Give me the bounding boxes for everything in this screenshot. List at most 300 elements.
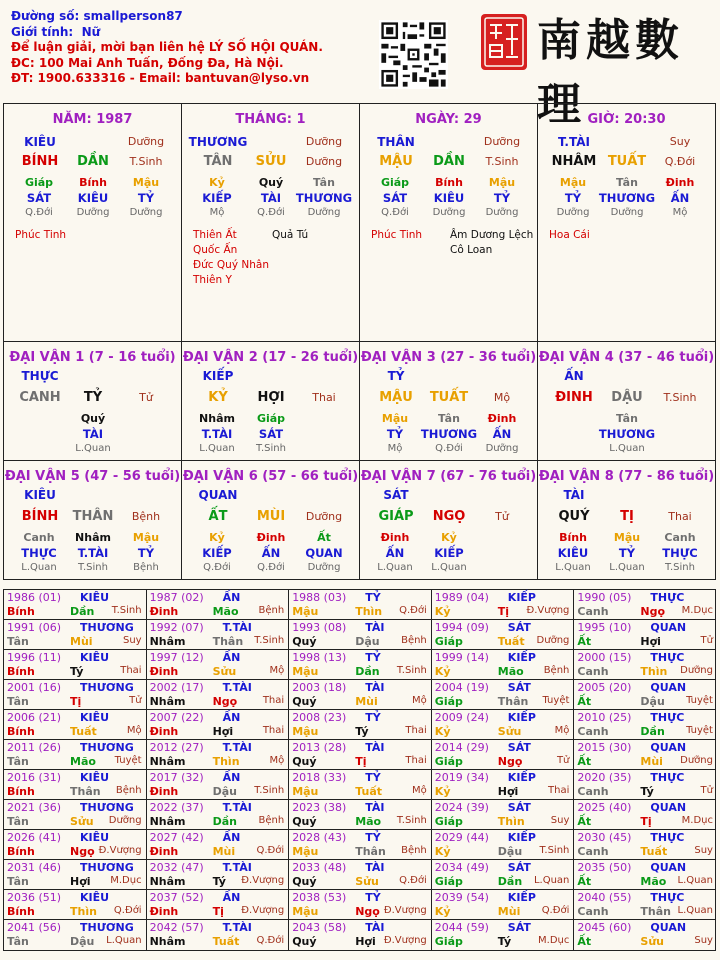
dai-van-title: ĐẠI VẬN 3 (27 - 36 tuổi)	[360, 350, 537, 365]
year-branch: Dậu	[212, 785, 237, 798]
year-label: 2043 (58)	[292, 921, 347, 934]
year-label: 2027 (42)	[149, 831, 204, 844]
hidden-star: KIẾP	[202, 191, 232, 205]
hidden-stem: Giáp	[256, 412, 286, 425]
year-star: ẤN	[222, 831, 241, 844]
shensha-item: Hoa Cái	[549, 229, 590, 241]
year-branch: Thìn	[497, 815, 525, 828]
year-branch: Thìn	[640, 665, 668, 678]
year-stem: Nhâm	[149, 815, 186, 828]
year-branch: Mão	[640, 875, 667, 888]
year-stem: Giáp	[434, 875, 463, 888]
year-cell	[574, 890, 717, 920]
year-state: Q.Đới	[256, 935, 285, 946]
year-star: TỶ	[365, 651, 381, 664]
hidden-state: Mộ	[672, 207, 688, 218]
year-branch: Thìn	[355, 605, 383, 618]
year-state: Suy	[694, 935, 713, 946]
top-star: KIÊU	[24, 488, 56, 502]
year-state: Tuyệt	[686, 695, 713, 706]
year-stem: Tân	[7, 875, 29, 888]
earthly-branch: THÂN	[72, 509, 114, 524]
year-label: 1989 (04)	[434, 591, 489, 604]
year-cell	[432, 770, 575, 800]
year-star: T.TÀI	[222, 741, 252, 754]
hidden-star: THƯƠNG	[598, 427, 656, 441]
year-branch: Ngọ	[70, 845, 95, 858]
year-state: Đ.Vượng	[241, 875, 285, 886]
year-state: Suy	[122, 635, 142, 646]
year-stem: Canh	[577, 665, 609, 678]
year-state: T.Sinh	[539, 845, 570, 856]
year-branch: Mão	[497, 665, 524, 678]
hidden-star: ẤN	[492, 427, 512, 441]
hidden-state: Dưỡng	[485, 443, 519, 454]
year-star: KIÊU	[80, 711, 110, 724]
year-cell	[4, 800, 147, 830]
dai-van-title: ĐẠI VẬN 5 (47 - 56 tuổi)	[4, 469, 181, 484]
year-label: 2044 (59)	[434, 921, 489, 934]
year-star: QUAN	[650, 741, 687, 754]
year-branch: Tý	[640, 785, 654, 798]
table-row	[4, 890, 715, 920]
year-label: 2026 (41)	[7, 831, 62, 844]
year-cell	[147, 890, 290, 920]
dai-van-title: ĐẠI VẬN 8 (77 - 86 tuổi)	[538, 469, 715, 484]
year-stem: Nhâm	[149, 935, 186, 948]
year-state: Đ.Vượng	[383, 935, 427, 946]
year-cell	[574, 620, 717, 650]
year-cell	[574, 740, 717, 770]
hidden-star: ẤN	[670, 191, 690, 205]
hidden-star: TỶ	[493, 191, 511, 205]
dai-van-cell	[4, 342, 182, 461]
year-label: 2007 (22)	[149, 711, 204, 724]
year-branch: Mão	[70, 755, 96, 768]
year-cell	[432, 830, 575, 860]
year-branch: Mùi	[355, 695, 378, 708]
year-star: THỰC	[650, 591, 685, 604]
year-stem: Đinh	[149, 905, 179, 918]
hidden-state: Dưỡng	[485, 207, 519, 218]
year-stem: Đinh	[149, 665, 179, 678]
year-stem: Mậu	[292, 665, 319, 678]
year-stem: Tân	[7, 935, 29, 948]
year-star: THƯƠNG	[80, 741, 134, 754]
pillar-title: THÁNG: 1	[235, 112, 306, 127]
branch-state: Q.Đới	[664, 155, 696, 168]
hidden-star: ẤN	[385, 546, 405, 560]
year-state: Tuyệt	[686, 725, 713, 736]
year-cell	[432, 680, 575, 710]
year-branch: Thân	[497, 695, 529, 708]
year-label: 2006 (21)	[7, 711, 62, 724]
top-star: THỰC	[21, 369, 59, 383]
year-star: KIÊU	[80, 891, 110, 904]
year-branch: Mùi	[640, 755, 663, 768]
hidden-star: TỶ	[564, 191, 582, 205]
year-stem: Quý	[292, 875, 317, 888]
hidden-state: Dưỡng	[610, 207, 644, 218]
year-star: QUAN	[650, 921, 687, 934]
year-stem: Bính	[7, 845, 35, 858]
year-cell	[4, 680, 147, 710]
year-state: Q.Đới	[541, 905, 570, 916]
year-state: Tuyệt	[114, 755, 142, 766]
year-star: TÀI	[365, 681, 385, 694]
year-star: ẤN	[222, 711, 241, 724]
year-state: Dưỡng	[536, 635, 570, 646]
year-state: L.Quan	[677, 905, 713, 916]
year-cell	[4, 710, 147, 740]
table-row	[4, 920, 715, 950]
dai-van-cell	[182, 342, 360, 461]
heavenly-stem: ẤT	[208, 509, 228, 524]
year-cell	[4, 590, 147, 620]
year-branch: Dần	[355, 665, 380, 678]
year-label: 2013 (28)	[292, 741, 347, 754]
hidden-state: Bệnh	[133, 562, 159, 573]
hidden-stem: Nhâm	[75, 531, 111, 544]
year-stem: Quý	[292, 755, 317, 768]
year-branch: Tuất	[497, 635, 525, 648]
hidden-state: Dưỡng	[307, 562, 341, 573]
earthly-branch: DẬU	[611, 390, 643, 405]
year-cell	[289, 860, 432, 890]
year-state: Mộ	[126, 725, 142, 736]
address-line: ĐC: 100 Mai Anh Tuấn, Đống Đa, Hà Nội.	[11, 55, 284, 70]
year-label: 2004 (19)	[434, 681, 489, 694]
year-label: 2014 (29)	[434, 741, 489, 754]
hidden-state: L.Quan	[377, 562, 413, 573]
year-cell	[4, 860, 147, 890]
year-label: 1998 (13)	[292, 651, 347, 664]
year-state: T.Sinh	[254, 785, 285, 796]
year-cell	[432, 620, 575, 650]
year-star: SÁT	[507, 621, 531, 634]
hidden-star: THƯƠNG	[598, 191, 656, 205]
branch-state: T.Sinh	[663, 391, 697, 404]
top-star: T.TÀI	[558, 135, 590, 149]
year-state: Thai	[548, 785, 570, 796]
hidden-state: T.Sinh	[78, 562, 108, 573]
year-branch: Tuất	[640, 845, 668, 858]
year-star: TỶ	[365, 591, 381, 604]
year-cell	[289, 920, 432, 950]
year-star: THƯƠNG	[80, 621, 134, 634]
year-label: 2031 (46)	[7, 861, 62, 874]
hidden-stem: Bính	[79, 176, 107, 189]
year-stem: Bính	[7, 665, 35, 678]
year-stem: Tân	[7, 815, 29, 828]
year-state: M.Dục	[681, 605, 713, 616]
hidden-stem: Đinh	[487, 412, 517, 425]
hidden-state: Q.Đới	[381, 207, 409, 218]
year-star: KIÊU	[80, 591, 110, 604]
year-branch: Tuất	[212, 935, 240, 948]
top-star: TÀI	[563, 488, 585, 502]
hidden-star: TÀI	[260, 191, 282, 205]
hidden-stem: Quý	[258, 176, 284, 189]
year-branch: Hợi	[70, 875, 91, 888]
branch-state: Thai	[668, 510, 692, 523]
year-branch: Hợi	[497, 785, 519, 798]
hidden-stem: Bính	[559, 531, 587, 544]
year-star: QUAN	[650, 861, 687, 874]
year-state: T.Sinh	[254, 635, 285, 646]
year-star: T.TÀI	[222, 801, 252, 814]
hidden-state: L.Quan	[199, 443, 235, 454]
year-label: 2018 (33)	[292, 771, 347, 784]
year-cell	[147, 680, 290, 710]
hidden-stem: Mậu	[613, 531, 641, 544]
dai-van-title: ĐẠI VẬN 2 (17 - 26 tuổi)	[182, 350, 359, 365]
year-state: Dưỡng	[108, 815, 142, 826]
annual-luck-table	[3, 589, 716, 951]
year-branch: Tuất	[355, 785, 382, 798]
year-state: Tử	[700, 635, 713, 646]
earthly-branch: TỶ	[83, 390, 103, 405]
pillar-cell	[182, 104, 360, 342]
year-stem: Mậu	[292, 725, 319, 738]
year-label: 2022 (37)	[149, 801, 204, 814]
shensha-item: Thiên Y	[193, 274, 232, 286]
table-row	[4, 740, 715, 770]
year-star: KIẾP	[507, 591, 536, 604]
year-state: M.Dục	[538, 935, 570, 946]
year-stem: Ất	[577, 755, 592, 768]
hidden-stem: Mậu	[132, 531, 160, 544]
year-label: 2035 (50)	[577, 861, 632, 874]
year-stem: Kỷ	[434, 665, 451, 678]
year-branch: Dần	[497, 875, 523, 888]
hidden-stem: Kỷ	[209, 531, 225, 544]
year-branch: Dậu	[70, 935, 95, 948]
year-label: 1986 (01)	[7, 591, 62, 604]
hidden-state: Dưỡng	[556, 207, 590, 218]
heavenly-stem: BÍNH	[21, 154, 59, 169]
top-star: KIÊU	[24, 135, 56, 149]
year-cell	[4, 740, 147, 770]
year-star: QUAN	[650, 621, 687, 634]
year-label: 2005 (20)	[577, 681, 632, 694]
year-label: 2021 (36)	[7, 801, 62, 814]
year-state: Mộ	[269, 665, 285, 676]
dai-van-title: ĐẠI VẬN 1 (7 - 16 tuổi)	[9, 350, 176, 365]
year-star: THỰC	[650, 831, 685, 844]
year-star: THƯƠNG	[80, 921, 134, 934]
year-star: SÁT	[507, 861, 531, 874]
pillar-cell	[360, 104, 538, 342]
shensha-item: Đức Quý Nhân	[193, 259, 269, 271]
year-star: TỶ	[365, 771, 381, 784]
hidden-state: Q.Đới	[257, 562, 285, 573]
dai-van-title: ĐẠI VẬN 7 (67 - 76 tuổi)	[360, 469, 537, 484]
year-stem: Ất	[577, 875, 592, 888]
year-label: 1997 (12)	[149, 651, 204, 664]
pillars-grid	[3, 103, 716, 580]
top-state: Suy	[669, 135, 691, 148]
year-cell	[432, 920, 575, 950]
top-star: KIẾP	[202, 369, 234, 383]
hidden-stem: Đinh	[380, 531, 410, 544]
year-stem: Tân	[7, 635, 29, 648]
year-stem: Canh	[577, 845, 609, 858]
year-star: KIẾP	[507, 771, 536, 784]
username-label: Đường số:	[11, 9, 80, 23]
contact-line: Để luận giải, mời bạn liên hệ LÝ SỐ HỘI QUÁN.	[11, 40, 323, 54]
year-stem: Mậu	[292, 905, 319, 918]
year-state: Tử	[129, 695, 142, 706]
table-row	[4, 620, 715, 650]
year-cell	[4, 890, 147, 920]
branch-state: Dưỡng	[305, 510, 343, 523]
year-cell	[147, 650, 290, 680]
branch-state: Thai	[312, 391, 336, 404]
earthly-branch: MÙI	[256, 509, 286, 524]
hidden-star: SÁT	[26, 191, 52, 205]
year-cell	[574, 590, 717, 620]
year-state: Đ.Vượng	[98, 845, 142, 856]
year-state: L.Quan	[677, 875, 713, 886]
year-state: Thai	[262, 695, 285, 706]
year-stem: Mậu	[292, 605, 319, 618]
hidden-star: TỶ	[618, 546, 636, 560]
year-branch: Tị	[640, 815, 652, 828]
year-star: TÀI	[365, 801, 385, 814]
branch-state: Bệnh	[131, 510, 161, 523]
year-cell	[432, 590, 575, 620]
pillar-cell	[4, 104, 182, 342]
year-branch: Dần	[70, 605, 95, 618]
hidden-star: TÀI	[82, 427, 104, 441]
year-star: KIÊU	[80, 651, 110, 664]
year-stem: Canh	[577, 905, 609, 918]
year-cell	[289, 830, 432, 860]
branch-state: Dưỡng	[305, 155, 343, 168]
top-star: THƯƠNG	[188, 135, 248, 149]
hidden-star: SÁT	[382, 191, 408, 205]
year-state: T.Sinh	[396, 665, 427, 676]
hidden-star: THỰC	[662, 546, 698, 560]
year-branch: Tuất	[70, 725, 97, 738]
year-state: Bệnh	[258, 815, 285, 826]
shensha-item: Cô Loan	[450, 244, 493, 256]
year-branch: Thân	[355, 845, 386, 858]
year-stem: Giáp	[434, 755, 463, 768]
hidden-star: KIẾP	[434, 546, 464, 560]
hidden-state: Dưỡng	[307, 207, 341, 218]
year-state: Tử	[556, 755, 570, 766]
year-cell	[574, 920, 717, 950]
dai-van-cell	[4, 461, 182, 580]
branch-state: T.Sinh	[129, 155, 163, 168]
year-branch: Tý	[497, 935, 512, 948]
year-cell	[289, 650, 432, 680]
year-stem: Ất	[577, 935, 592, 948]
year-label: 2009 (24)	[434, 711, 489, 724]
year-branch: Ngọ	[640, 605, 666, 618]
year-cell	[574, 860, 717, 890]
year-state: T.Sinh	[396, 815, 427, 826]
year-state: Thai	[120, 665, 142, 676]
year-label: 2034 (49)	[434, 861, 489, 874]
hidden-stem: Bính	[435, 176, 463, 189]
heavenly-stem: BÍNH	[21, 509, 59, 524]
year-state: Bệnh	[543, 665, 570, 676]
year-cell	[432, 740, 575, 770]
hidden-state: Q.Đới	[435, 443, 463, 454]
heavenly-stem: MẬU	[379, 390, 413, 405]
year-cell	[432, 710, 575, 740]
year-star: QUAN	[650, 801, 687, 814]
year-branch: Dần	[212, 815, 237, 828]
year-label: 2019 (34)	[434, 771, 489, 784]
year-stem: Tân	[7, 755, 29, 768]
branch-state: T.Sinh	[485, 155, 519, 168]
header-info	[11, 9, 371, 87]
year-state: Thai	[262, 725, 285, 736]
table-row	[4, 680, 715, 710]
year-star: THỰC	[650, 711, 685, 724]
year-label: 2011 (26)	[7, 741, 62, 754]
year-state: L.Quan	[533, 875, 570, 886]
hidden-stem: Quý	[80, 412, 106, 425]
year-state: L.Quan	[106, 935, 142, 946]
year-state: Q.Đới	[113, 905, 142, 916]
shensha-item: Âm Dương Lệch	[450, 229, 534, 241]
year-cell	[289, 680, 432, 710]
year-label: 1992 (07)	[149, 621, 204, 634]
seal-stamp-icon	[480, 13, 528, 71]
dai-van-cell	[360, 342, 538, 461]
year-cell	[432, 890, 575, 920]
year-star: KIẾP	[507, 651, 536, 664]
year-stem: Bính	[7, 905, 35, 918]
year-cell	[432, 860, 575, 890]
year-star: ẤN	[222, 651, 241, 664]
year-star: KIẾP	[507, 891, 536, 904]
heavenly-stem: CANH	[19, 390, 61, 405]
hidden-star: KIẾP	[202, 546, 232, 560]
year-star: T.TÀI	[222, 681, 252, 694]
hidden-state: Q.Đới	[25, 207, 53, 218]
year-star: T.TÀI	[222, 621, 252, 634]
year-cell	[289, 770, 432, 800]
year-branch: Mùi	[497, 905, 521, 918]
year-stem: Mậu	[292, 785, 319, 798]
year-cell	[147, 590, 290, 620]
dai-van-cell	[538, 461, 715, 580]
dai-van-cell	[538, 342, 715, 461]
year-stem: Quý	[292, 695, 317, 708]
year-state: T.Sinh	[111, 605, 142, 616]
year-stem: Quý	[292, 935, 317, 948]
year-state: M.Dục	[110, 875, 142, 886]
year-branch: Tị	[355, 755, 367, 768]
year-label: 2010 (25)	[577, 711, 632, 724]
year-stem: Đinh	[149, 845, 179, 858]
year-branch: Thìn	[70, 905, 97, 918]
year-cell	[289, 710, 432, 740]
hidden-stem: Nhâm	[199, 412, 235, 425]
year-stem: Quý	[292, 635, 317, 648]
hidden-stem: Tân	[438, 412, 460, 425]
hidden-state: L.Quan	[431, 562, 467, 573]
year-label: 2032 (47)	[149, 861, 204, 874]
hidden-star: TỶ	[137, 546, 155, 560]
year-branch: Hợi	[212, 725, 234, 738]
